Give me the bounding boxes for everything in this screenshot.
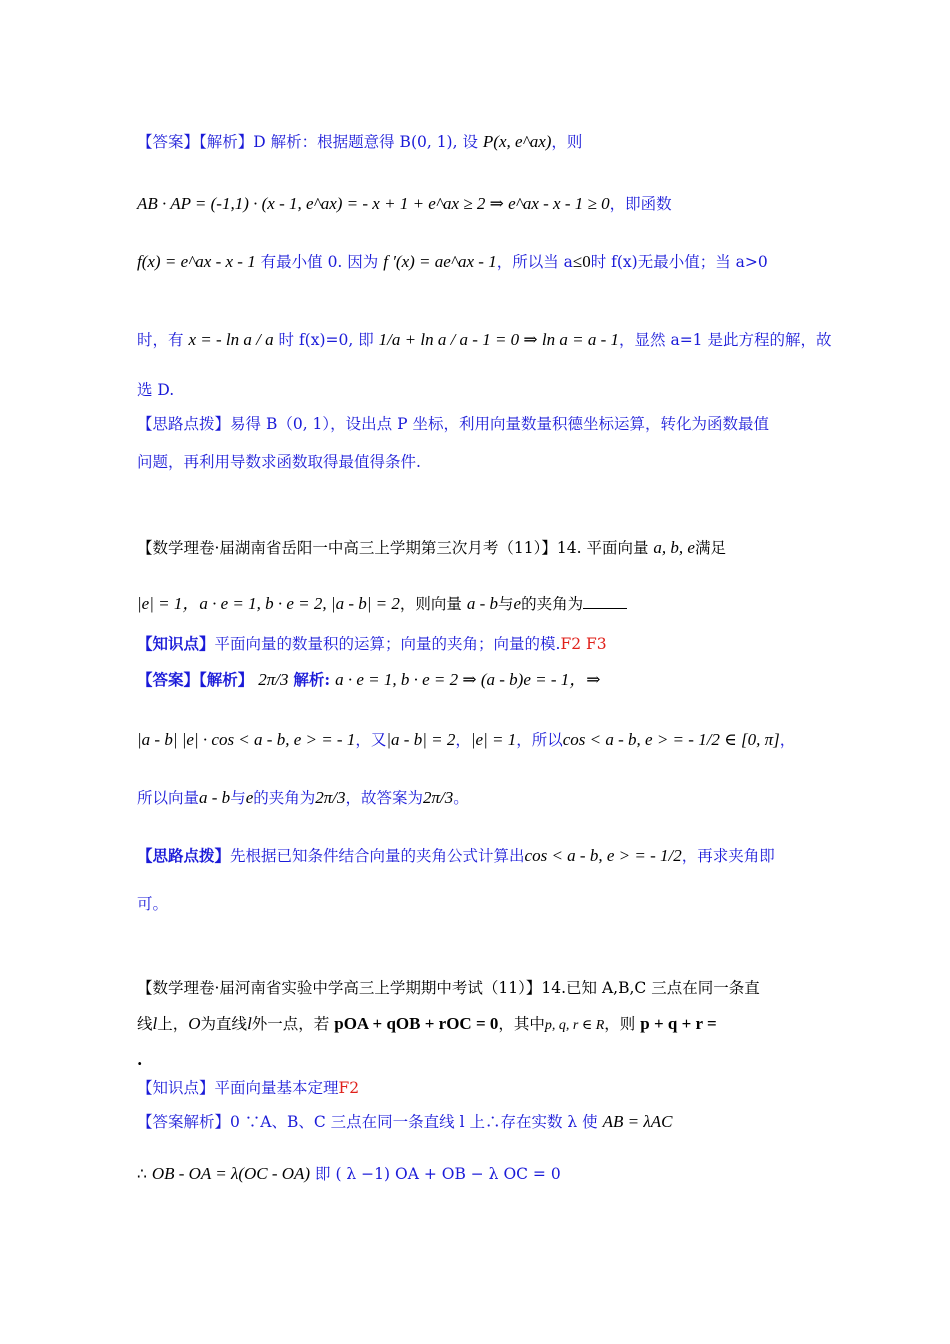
b2-so-vector: 所以向量	[137, 789, 200, 807]
b3-line-1	[137, 976, 817, 1000]
b3-answer-tag: 【答案解析】	[137, 1113, 231, 1131]
b1-answer-tag: 【答案】【解析】	[137, 133, 254, 151]
b1-choose-d: 选 D.	[137, 381, 175, 399]
b2-e: e	[513, 594, 522, 613]
b1-le-zero: ≤0	[572, 252, 591, 271]
b1-then: ，则	[551, 133, 583, 151]
b3-where: ，其中	[498, 1015, 545, 1033]
b3-knowledge-code: F2	[338, 1079, 360, 1097]
b1-obviously: ，显然 a=1 是此方程的解，故	[619, 331, 832, 349]
b2-satisfy: 满足	[694, 539, 726, 557]
b3-outside-point: 外一点，若	[251, 1015, 330, 1033]
b3-period: .	[137, 1050, 143, 1069]
b1-when-a: ，所以当 a	[496, 253, 573, 271]
b2-line-6	[137, 786, 817, 810]
b3-sum: p + q + r =	[640, 1014, 717, 1033]
b2-analysis-math: a · e = 1, b · e = 2 ⇒ (a - b)e = - 1，⇒	[335, 670, 601, 689]
b3-on: 上，	[157, 1015, 189, 1033]
b1-line-2	[137, 192, 817, 216]
b3-line-6	[137, 1162, 817, 1186]
b1-f-zero: 时 f(x)=0, 即	[278, 331, 374, 349]
b2-line-8	[137, 892, 817, 916]
b1-line-4	[137, 328, 832, 352]
b2-angle-is: 的夹角为	[521, 595, 584, 613]
b1-hint-tag: 【思路点拨】	[137, 415, 231, 433]
b2-answer-blank	[583, 594, 627, 609]
b2-knowledge-text: 平面向量的数量积的运算；向量的夹角；向量的模.	[214, 635, 561, 653]
b3-pqr-in-r: p, q, r ∈ R	[544, 1018, 605, 1033]
b3-line-4	[137, 1076, 817, 1100]
b2-period: 。	[453, 789, 469, 807]
b2-norm-e: |e| = 1	[470, 730, 517, 749]
b2-answer-is: ，故答案为	[345, 789, 424, 807]
b2-cos-value: cos < a - b, e > = - 1/2 ∈ [0, π]	[562, 730, 780, 749]
b3-line-2	[137, 1012, 817, 1038]
b3-answer-text: 0 ∵A、B、C 三点在同一条直线 l 上∴存在实数 λ 使	[230, 1113, 598, 1131]
b3-then: ，则	[604, 1015, 636, 1033]
b2-also: ，又	[355, 731, 387, 749]
b1-line-6	[137, 412, 817, 436]
b1-function-f: f(x) = e^ax - x - 1	[137, 252, 256, 271]
b3-l: l	[152, 1014, 158, 1033]
b1-x-value: x = - ln a / a	[188, 330, 274, 349]
b2-hint-tail: ，再求夹角即	[681, 847, 775, 865]
b3-ab-lambda: AB = λAC	[602, 1112, 673, 1131]
b3-line-3	[137, 1048, 817, 1072]
b2-answer-value-2: 2π/3	[423, 788, 454, 807]
b3-question: 【数学理卷·届河南省实验中学高三上学期期中考试（11）】14.已知 A,B,C 三点在同一条直	[137, 979, 760, 997]
b2-and-2: 与	[230, 789, 246, 807]
b2-hint-text: 先根据已知条件结合向量的夹角公式计算出	[230, 847, 525, 865]
b2-vectors: a, b, e	[653, 538, 695, 557]
b2-hint-math: cos < a - b, e > = - 1/2	[524, 846, 682, 865]
b2-line-3	[137, 632, 817, 656]
b2-knowledge-code: F2 F3	[560, 635, 607, 653]
b2-hint-tag: 【思路点拨】	[137, 846, 231, 865]
b2-conditions: |e| = 1，a · e = 1, b · e = 2, |a - b| = 2	[137, 594, 400, 613]
b2-analysis-label: 解析:	[293, 670, 331, 689]
b2-a-minus-b-2: a - b	[199, 788, 231, 807]
b3-knowledge-text: 平面向量基本定理	[214, 1079, 339, 1097]
b3-is-line: 为直线	[200, 1015, 248, 1033]
b2-angle-is-2: 的夹角为	[253, 789, 316, 807]
b2-knowledge-tag: 【知识点】	[137, 634, 215, 653]
b2-comma: ，	[455, 731, 471, 749]
b2-answer-value: 2π/3	[258, 670, 289, 689]
b1-point-p: P(x, e^ax)	[482, 132, 552, 151]
b2-line-7	[137, 844, 817, 868]
b2-line-5	[137, 728, 817, 752]
b3-ob-oa: OB - OA = λ(OC - OA)	[151, 1164, 311, 1183]
b2-comma-2: ，	[779, 731, 796, 749]
b1-line-5	[137, 378, 817, 402]
b3-line-5	[137, 1110, 817, 1134]
b2-then-vector: ，则向量	[399, 595, 462, 613]
b2-e-2: e	[245, 788, 254, 807]
b2-angle-value: 2π/3	[315, 788, 346, 807]
b2-a-minus-b: a - b	[466, 594, 499, 613]
b3-that-is: 即 ( λ −1) OA + OB − λ OC = 0	[315, 1165, 561, 1183]
b2-and: 与	[498, 595, 514, 613]
b1-no-min: 时 f(x)无最小值；当 a>0	[590, 253, 768, 271]
b2-line-4	[137, 668, 817, 692]
b1-min-zero: 有最小值 0. 因为	[260, 253, 379, 271]
b1-line-7	[137, 450, 817, 474]
b2-line-2	[137, 592, 817, 616]
b2-cos-eq: |a - b| |e| · cos < a - b, e > = - 1	[137, 730, 356, 749]
b3-vector-eq: pOA + qOB + rOC = 0	[334, 1014, 499, 1033]
b3-o: O	[188, 1014, 201, 1033]
b1-hint-text: 易得 B（0, 1），设出点 P 坐标，利用向量数量积德坐标运算，转化为函数最值	[230, 415, 769, 433]
b1-when: 时，有	[137, 331, 184, 349]
b1-answer-text: D 解析：根据题意得 B(0, 1), 设	[253, 133, 478, 151]
b1-line-3	[137, 250, 817, 274]
b3-knowledge-tag: 【知识点】	[137, 1079, 215, 1097]
b1-derivative: f ′(x) = ae^ax - 1	[383, 252, 497, 271]
b3-l-2: l	[247, 1014, 252, 1033]
b1-implies-function: ，即函数	[609, 195, 672, 213]
b3-line: 线	[137, 1015, 153, 1033]
b1-equation: 1/a + ln a / a - 1 = 0 ⇒ ln a = a - 1	[378, 330, 620, 349]
b1-hint-text-2: 问题，再利用导数求函数取得最值得条件.	[137, 453, 421, 471]
b1-line-1	[137, 130, 817, 154]
b2-norm-ab: |a - b| = 2	[386, 730, 456, 749]
b1-dot-product: AB · AP = (-1,1) · (x - 1, e^ax) = - x + 1 + e^ax ≥ 2 ⇒ e^ax - x - 1 ≥ 0	[137, 194, 610, 213]
b2-so: ，所以	[516, 731, 563, 749]
b2-line-1	[137, 536, 817, 560]
b2-hint-end: 可。	[137, 895, 169, 913]
b2-question: 【数学理卷·届湖南省岳阳一中高三上学期第三次月考（11）】14. 平面向量	[137, 539, 649, 557]
b3-therefore: ∴	[137, 1165, 147, 1183]
b2-answer-tag: 【答案】【解析】	[137, 670, 254, 689]
